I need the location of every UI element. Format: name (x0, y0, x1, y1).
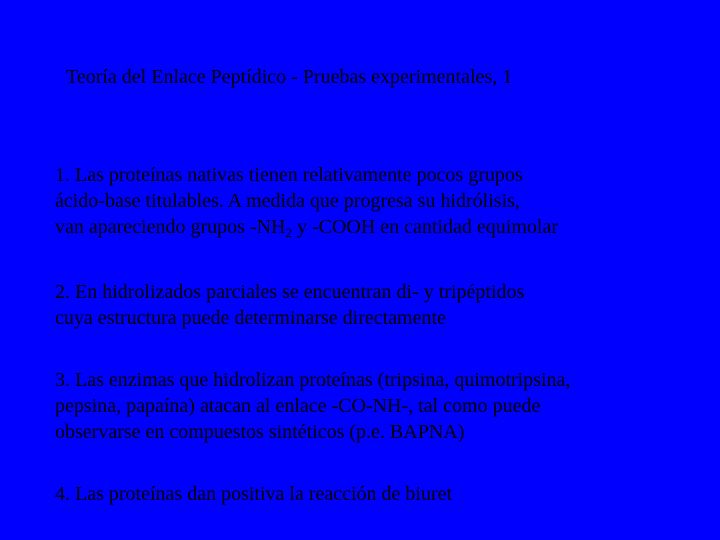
point-2-line-2: cuya estructura puede determinarse directamente (55, 307, 446, 329)
point-3-line-3: observarse en compuestos sintéticos (p.e. BAPNA) (55, 421, 465, 443)
point-4-line-1: 4. Las proteínas dan positiva la reacción de biuret (55, 483, 453, 505)
point-1-line-3 (55, 214, 558, 240)
point-3-line-2: pepsina, papaína) atacan al enlace -CO-NH-, tal como puede (55, 395, 541, 417)
point-1-line-1: 1. Las proteínas nativas tienen relativamente pocos grupos (55, 164, 523, 186)
point-1 (55, 162, 558, 240)
point-1-line-3-end: y -COOH en cantidad equimolar (291, 216, 559, 238)
point-1-line-2: ácido-base titulables. A medida que progresa su hidrólisis, (55, 190, 520, 212)
point-2 (55, 279, 524, 331)
point-3-line-1: 3. Las enzimas que hidrolizan proteínas (tripsina, quimotripsina, (55, 369, 571, 391)
subscript-2: 2 (285, 225, 292, 240)
point-1-line-3-start: van apareciendo grupos -NH (55, 216, 286, 238)
point-4 (55, 481, 452, 507)
point-2-line-1: 2. En hidrolizados parciales se encuentran di- y tripéptidos (55, 281, 525, 303)
point-3 (55, 367, 570, 445)
slide-title: Teoría del Enlace Peptídico - Pruebas experimentales, 1 (66, 66, 513, 88)
